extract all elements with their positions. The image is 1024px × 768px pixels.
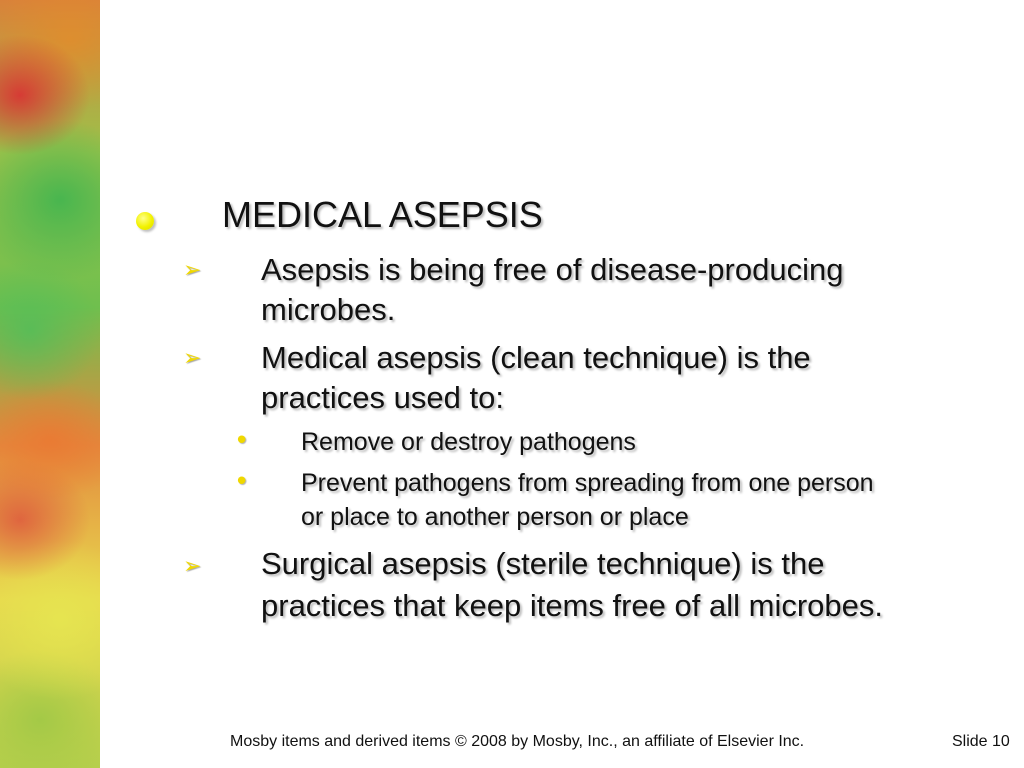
chevron-right-icon: ➢ [183, 554, 202, 579]
small-bullet-icon: • [234, 467, 250, 497]
chevron-right-icon: ➢ [183, 258, 202, 283]
sub-point-2-line-2: or place to another person or place [301, 503, 689, 531]
point-2-line-1: Medical asepsis (clean technique) is the [261, 340, 811, 375]
small-bullet-icon: • [234, 426, 250, 456]
point-1-line-1: Asepsis is being free of disease-producing [261, 252, 844, 287]
slide-number: Slide 10 [952, 733, 1010, 750]
point-2-line-2: practices used to: [261, 380, 504, 415]
chevron-right-icon: ➢ [183, 346, 202, 371]
section-heading: MEDICAL ASEPSIS [222, 194, 543, 235]
sub-point-2-line-1: Prevent pathogens from spreading from one person [301, 469, 874, 497]
point-3-line-2: practices that keep items free of all microbes. [261, 588, 883, 623]
round-bullet-icon [136, 212, 154, 230]
copyright-footer: Mosby items and derived items © 2008 by Mosby, Inc., an affiliate of Elsevier Inc. [230, 733, 805, 750]
sub-point-1-line-1: Remove or destroy pathogens [301, 428, 636, 456]
point-1-line-2: microbes. [261, 292, 396, 327]
point-3-line-1: Surgical asepsis (sterile technique) is the [261, 546, 825, 581]
